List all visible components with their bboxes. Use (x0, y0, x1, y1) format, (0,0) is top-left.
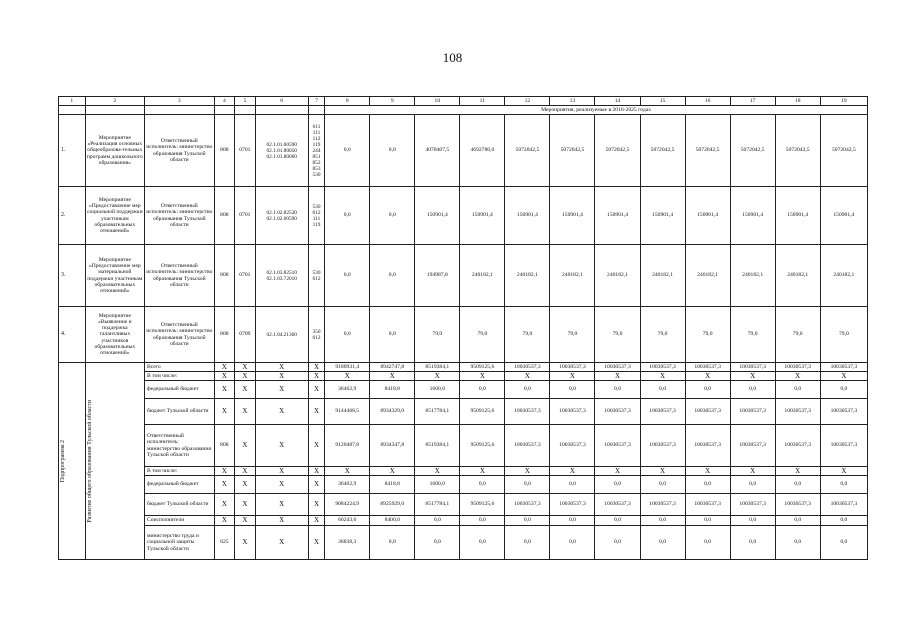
value-cell: 0,0 (460, 381, 505, 399)
value-cell: 0,0 (685, 381, 730, 399)
value-cell: 10030537,3 (595, 494, 640, 516)
target-article-code: Х (255, 494, 308, 516)
target-article-code: 02.1.01.00590 02.1.01.80050 02.1.01.80060 (255, 115, 308, 187)
value-cell: 0,0 (775, 526, 820, 560)
value-cell: 0,0 (730, 476, 775, 494)
value-cell: 0,0 (595, 476, 640, 494)
subprogram-row-label: федеральный бюджет (145, 476, 215, 494)
value-cell: 10030537,3 (550, 363, 595, 372)
value-cell: 150901,4 (685, 187, 730, 245)
value-cell: 10030537,3 (685, 399, 730, 425)
value-cell: 240182,1 (640, 245, 685, 307)
value-cell: 10030537,3 (595, 399, 640, 425)
value-cell: 4078407,5 (415, 115, 460, 187)
subprogram-label (59, 363, 86, 560)
value-cell: 5072042,5 (550, 115, 595, 187)
value-cell: 10030537,3 (505, 363, 550, 372)
value-cell: 150901,4 (595, 187, 640, 245)
column-number: 8 (325, 97, 370, 106)
value-cell: 150901,4 (775, 187, 820, 245)
value-cell: 0,0 (325, 115, 370, 187)
measure-row (59, 187, 868, 245)
target-article-code: Х (255, 516, 308, 526)
expense-type-code: Х (308, 425, 324, 467)
value-cell: 9180931,4 (325, 363, 370, 372)
column-numbers-row (59, 97, 868, 106)
value-cell: 0,0 (550, 526, 595, 560)
value-cell: Х (415, 372, 460, 381)
value-cell: Х (370, 372, 415, 381)
value-cell: 5072042,5 (820, 115, 867, 187)
value-cell: 10030537,3 (550, 425, 595, 467)
value-cell: 8517784,1 (415, 494, 460, 516)
value-cell: 5072042,5 (685, 115, 730, 187)
expense-type-code: 530 612 (308, 245, 324, 307)
value-cell: 0,0 (685, 516, 730, 526)
target-article-code: Х (255, 425, 308, 467)
value-cell: 9509125,6 (460, 494, 505, 516)
value-cell: 0,0 (370, 307, 415, 363)
value-cell: 10030537,3 (730, 494, 775, 516)
value-cell: 0,0 (685, 526, 730, 560)
target-article-code: 02.1.03.82510 02.1.03.72010 (255, 245, 308, 307)
value-cell: 0,0 (370, 187, 415, 245)
subprogram-row-label: Всего (145, 363, 215, 372)
value-cell: 0,0 (820, 381, 867, 399)
expense-type-code: Х (308, 476, 324, 494)
column-number: 2 (85, 97, 144, 106)
value-cell: 10030537,3 (640, 363, 685, 372)
value-cell: 5072042,5 (595, 115, 640, 187)
section-code: Х (235, 372, 255, 381)
subprogram-row (59, 526, 868, 560)
value-cell: Х (685, 467, 730, 476)
value-cell: 0,0 (640, 476, 685, 494)
expense-type-code: 350 612 (308, 307, 324, 363)
value-cell: 1600,0 (415, 476, 460, 494)
value-cell: 240182,1 (595, 245, 640, 307)
section-code: 0701 (235, 245, 255, 307)
value-cell: 10030537,3 (550, 399, 595, 425)
value-cell: 0,0 (730, 516, 775, 526)
expense-type-code: 611 111 112 119 244 851 852 853 530 (308, 115, 324, 187)
value-cell: Х (550, 372, 595, 381)
value-cell: 8519384,1 (415, 425, 460, 467)
value-cell: 0,0 (370, 526, 415, 560)
value-cell: 10030537,3 (640, 425, 685, 467)
value-cell: 10030537,3 (550, 494, 595, 516)
value-cell: 0,0 (685, 476, 730, 494)
value-cell: 0,0 (370, 245, 415, 307)
subprogram-row (59, 363, 868, 372)
value-cell: Х (640, 372, 685, 381)
subprogram-row (59, 494, 868, 516)
value-cell: 9084224,9 (325, 494, 370, 516)
value-cell: 240182,1 (820, 245, 867, 307)
page-number: 108 (442, 50, 463, 65)
value-cell: 0,0 (325, 187, 370, 245)
value-cell: 10030537,3 (685, 363, 730, 372)
column-number: 17 (730, 97, 775, 106)
value-cell: 0,0 (595, 516, 640, 526)
value-cell: 10030537,3 (505, 494, 550, 516)
section-code: Х (235, 425, 255, 467)
expense-type-code: Х (308, 467, 324, 476)
value-cell: 5072042,5 (730, 115, 775, 187)
target-article-code: Х (255, 363, 308, 372)
value-cell: 0,0 (505, 476, 550, 494)
value-cell: Х (325, 467, 370, 476)
value-cell: 0,0 (595, 381, 640, 399)
section-code: 0701 (235, 187, 255, 245)
column-number: 12 (505, 97, 550, 106)
value-cell: 0,0 (820, 516, 867, 526)
value-cell: 240182,1 (550, 245, 595, 307)
value-cell: 10030537,3 (775, 363, 820, 372)
value-cell: 8942747,8 (370, 363, 415, 372)
value-cell: 8418,8 (370, 476, 415, 494)
value-cell: 10030537,3 (595, 425, 640, 467)
column-number: 19 (820, 97, 867, 106)
grbs-code: 825 (214, 526, 234, 560)
value-cell: 5072042,5 (640, 115, 685, 187)
column-number: 15 (640, 97, 685, 106)
column-number: 3 (145, 97, 215, 106)
section-code: Х (235, 381, 255, 399)
section-code: 0709 (235, 307, 255, 363)
value-cell: 10030537,3 (730, 363, 775, 372)
value-cell: 79,0 (505, 307, 550, 363)
value-cell: 79,0 (820, 307, 867, 363)
target-article-code: Х (255, 399, 308, 425)
value-cell: Х (460, 372, 505, 381)
value-cell: 0,0 (325, 307, 370, 363)
subprogram-row-label: федеральный бюджет (145, 381, 215, 399)
value-cell: 60243,6 (325, 516, 370, 526)
grbs-code: Х (214, 399, 234, 425)
value-cell: 240182,1 (730, 245, 775, 307)
target-article-code: Х (255, 476, 308, 494)
grbs-code: Х (214, 476, 234, 494)
value-cell: 240182,1 (505, 245, 550, 307)
value-cell: Х (775, 372, 820, 381)
value-cell: 0,0 (640, 526, 685, 560)
value-cell: 0,0 (550, 516, 595, 526)
section-code: Х (235, 494, 255, 516)
executor-cell: Ответственный исполнитель: министерство образования Тульской области (145, 307, 215, 363)
column-number: 18 (775, 97, 820, 106)
column-number: 11 (460, 97, 505, 106)
section-code: Х (235, 363, 255, 372)
column-number: 16 (685, 97, 730, 106)
value-cell: 0,0 (775, 476, 820, 494)
grbs-code: 808 (214, 115, 234, 187)
value-cell: Х (370, 467, 415, 476)
value-cell: 79,0 (550, 307, 595, 363)
value-cell: Х (820, 372, 867, 381)
value-cell: 10030537,3 (505, 425, 550, 467)
subprogram-row-label: бюджет Тульской области (145, 399, 215, 425)
column-number: 7 (308, 97, 324, 106)
value-cell: 10030537,3 (775, 425, 820, 467)
value-cell: 4692786,0 (460, 115, 505, 187)
value-cell: 5072042,5 (505, 115, 550, 187)
row-number: 4. (59, 307, 86, 363)
column-number: 14 (595, 97, 640, 106)
value-cell: 0,0 (325, 245, 370, 307)
value-cell: 10030537,3 (685, 494, 730, 516)
value-cell: Х (820, 467, 867, 476)
value-cell: 79,0 (685, 307, 730, 363)
column-number: 1 (59, 97, 86, 106)
value-cell: 36462,9 (325, 476, 370, 494)
subprogram-title-text: Развитие общего образования Тульской области (86, 399, 93, 523)
years-header-row (59, 106, 868, 115)
value-cell: 10030537,3 (820, 494, 867, 516)
subprogram-row (59, 476, 868, 494)
value-cell: 9509125,6 (460, 363, 505, 372)
value-cell: 0,0 (595, 526, 640, 560)
subprogram-row (59, 372, 868, 381)
value-cell: 79,0 (595, 307, 640, 363)
expense-type-code: Х (308, 526, 324, 560)
grbs-code: Х (214, 494, 234, 516)
expense-type-code: Х (308, 363, 324, 372)
subprogram-row (59, 467, 868, 476)
value-cell: 0,0 (640, 516, 685, 526)
value-cell: 150901,4 (550, 187, 595, 245)
row-number: 1. (59, 115, 86, 187)
value-cell: 0,0 (730, 526, 775, 560)
executor-cell: Ответственный исполнитель: министерство образования Тульской области (145, 187, 215, 245)
value-cell: 10030537,3 (505, 399, 550, 425)
value-cell: 9120487,8 (325, 425, 370, 467)
value-cell: Х (325, 372, 370, 381)
value-cell: 0,0 (550, 381, 595, 399)
measure-row (59, 245, 868, 307)
subprogram-row-label: В том числе: (145, 467, 215, 476)
row-number: 3. (59, 245, 86, 307)
value-cell: 36462,9 (325, 381, 370, 399)
value-cell: 9509125,6 (460, 425, 505, 467)
expense-type-code: Х (308, 494, 324, 516)
value-cell: 150901,4 (730, 187, 775, 245)
subprogram-title (85, 363, 144, 560)
subprogram-row (59, 516, 868, 526)
value-cell: 0,0 (640, 381, 685, 399)
column-number: 6 (255, 97, 308, 106)
value-cell: Х (505, 372, 550, 381)
subprogram-row-label: Ответственный исполнитель: министерство образования Тульской области (145, 425, 215, 467)
value-cell: 0,0 (730, 381, 775, 399)
grbs-code: 808 (214, 187, 234, 245)
value-cell: 79,0 (730, 307, 775, 363)
value-cell: 150901,4 (505, 187, 550, 245)
value-cell: Х (550, 467, 595, 476)
value-cell: 0,0 (775, 381, 820, 399)
value-cell: Х (595, 372, 640, 381)
subprogram-label-text: Подпрограмма 2 (60, 439, 66, 483)
value-cell: 10030537,3 (775, 399, 820, 425)
value-cell: 0,0 (505, 526, 550, 560)
target-article-code: Х (255, 372, 308, 381)
column-number: 13 (550, 97, 595, 106)
measure-name: Мероприятие «Выявление и поддержка талантливых участников образовательных отношений» (85, 307, 144, 363)
value-cell: 9144468,5 (325, 399, 370, 425)
value-cell: 10030537,3 (820, 425, 867, 467)
column-number: 10 (415, 97, 460, 106)
grbs-code: Х (214, 363, 234, 372)
section-code: Х (235, 516, 255, 526)
value-cell: 0,0 (460, 526, 505, 560)
value-cell: 10030537,3 (685, 425, 730, 467)
value-cell: 0,0 (820, 526, 867, 560)
value-cell: Х (685, 372, 730, 381)
value-cell: 150901,4 (820, 187, 867, 245)
value-cell: 79,0 (415, 307, 460, 363)
value-cell: 8934329,0 (370, 399, 415, 425)
value-cell: Х (595, 467, 640, 476)
expense-type-code: Х (308, 381, 324, 399)
subprogram-row-label: бюджет Тульской области (145, 494, 215, 516)
grbs-code: Х (214, 467, 234, 476)
target-article-code: Х (255, 526, 308, 560)
value-cell: 150901,4 (460, 187, 505, 245)
row-number: 2. (59, 187, 86, 245)
value-cell: 10030537,3 (730, 399, 775, 425)
value-cell: 36838,3 (325, 526, 370, 560)
value-cell: 10030537,3 (775, 494, 820, 516)
value-cell: 240182,1 (685, 245, 730, 307)
grbs-code: Х (214, 381, 234, 399)
measure-name: Мероприятие «Реализация основных общеобразова-тельных программ дошкольного образования» (85, 115, 144, 187)
expense-type-code: Х (308, 372, 324, 381)
expense-type-code: Х (308, 399, 324, 425)
value-cell: 10030537,3 (820, 399, 867, 425)
value-cell: 8418,8 (370, 381, 415, 399)
value-cell: 9509125,6 (460, 399, 505, 425)
measure-row (59, 307, 868, 363)
value-cell: 8517784,1 (415, 399, 460, 425)
value-cell: 0,0 (820, 476, 867, 494)
column-number: 9 (370, 97, 415, 106)
section-code: Х (235, 526, 255, 560)
value-cell: 8519384,1 (415, 363, 460, 372)
subprogram-row (59, 399, 868, 425)
value-cell: 240182,1 (775, 245, 820, 307)
value-cell: 0,0 (415, 516, 460, 526)
subprogram-row-label: министерство труда и социальной защиты Тульской области (145, 526, 215, 560)
value-cell: 240182,1 (460, 245, 505, 307)
value-cell: 0,0 (370, 115, 415, 187)
grbs-code: 808 (214, 245, 234, 307)
measure-name: Мероприятие «Предоставление мер материальной поддержки участникам образовательных отношений» (85, 245, 144, 307)
target-article-code: Х (255, 467, 308, 476)
value-cell: Х (775, 467, 820, 476)
column-number: 4 (214, 97, 234, 106)
grbs-code: Х (214, 516, 234, 526)
value-cell: Х (640, 467, 685, 476)
measure-row (59, 115, 868, 187)
value-cell: 0,0 (460, 476, 505, 494)
target-article-code: 02.1.04.21360 (255, 307, 308, 363)
value-cell: 10030537,3 (730, 425, 775, 467)
value-cell: 79,0 (640, 307, 685, 363)
target-article-code: 02.1.02.82530 02.1.02.00590 (255, 187, 308, 245)
value-cell: 10030537,3 (595, 363, 640, 372)
budget-table (58, 96, 868, 560)
measure-name: Мероприятие «Предоставление мер социальной поддержки участникам образовательных отношений» (85, 187, 144, 245)
value-cell: 0,0 (415, 526, 460, 560)
value-cell: 10030537,3 (820, 363, 867, 372)
value-cell: 0,0 (505, 516, 550, 526)
value-cell: 79,0 (775, 307, 820, 363)
value-cell: 194987,8 (415, 245, 460, 307)
value-cell: 10030537,3 (640, 399, 685, 425)
value-cell: Х (730, 372, 775, 381)
value-cell: Х (415, 467, 460, 476)
executor-cell: Ответственный исполнитель: министерство образования Тульской области (145, 115, 215, 187)
subprogram-row-label: Соисполнители (145, 516, 215, 526)
target-article-code: Х (255, 381, 308, 399)
expense-type-code: 530 612 111 119 (308, 187, 324, 245)
value-cell: 0,0 (460, 516, 505, 526)
grbs-code: 808 (214, 307, 234, 363)
grbs-code: 808 (214, 425, 234, 467)
subprogram-row (59, 425, 868, 467)
value-cell: 8925929,0 (370, 494, 415, 516)
value-cell: Х (505, 467, 550, 476)
column-number: 5 (235, 97, 255, 106)
years-header: Мероприятия, реализуемые в 2016-2025 годах (325, 106, 868, 115)
section-code: Х (235, 399, 255, 425)
executor-cell: Ответственный исполнитель: министерство образования Тульской области (145, 245, 215, 307)
subprogram-row-label: В том числе: (145, 372, 215, 381)
value-cell: 150901,4 (640, 187, 685, 245)
value-cell: 1600,0 (415, 381, 460, 399)
section-code: Х (235, 467, 255, 476)
grbs-code: Х (214, 372, 234, 381)
value-cell: 79,0 (460, 307, 505, 363)
value-cell: Х (460, 467, 505, 476)
value-cell: 10030537,3 (640, 494, 685, 516)
section-code: 0701 (235, 115, 255, 187)
value-cell: 0,0 (775, 516, 820, 526)
value-cell: Х (730, 467, 775, 476)
value-cell: 0,0 (550, 476, 595, 494)
value-cell: 5072042,5 (775, 115, 820, 187)
section-code: Х (235, 476, 255, 494)
subprogram-row (59, 381, 868, 399)
value-cell: 8400,0 (370, 516, 415, 526)
value-cell: 8934347,8 (370, 425, 415, 467)
value-cell: 150901,4 (415, 187, 460, 245)
value-cell: 0,0 (505, 381, 550, 399)
expense-type-code: Х (308, 516, 324, 526)
